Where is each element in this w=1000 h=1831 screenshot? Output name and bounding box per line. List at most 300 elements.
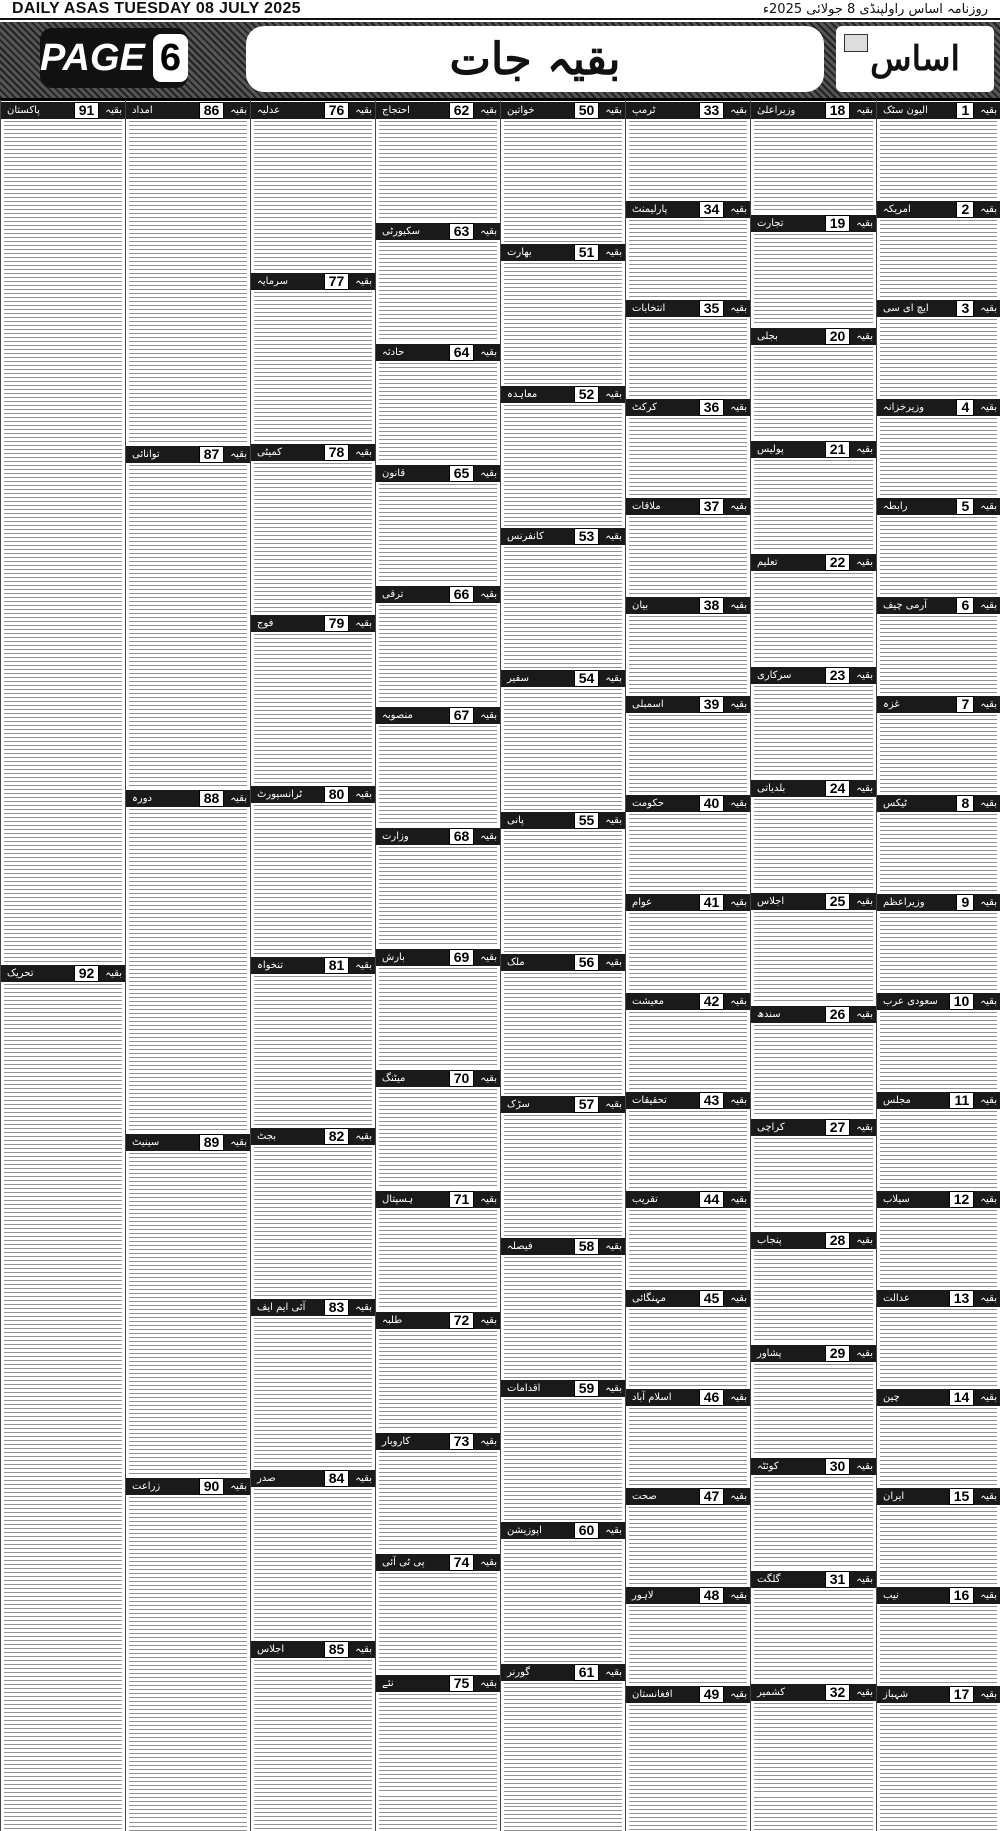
- continuation-label: بقیہ: [856, 1687, 873, 1698]
- continuation-title: ہسپتال: [382, 1194, 414, 1205]
- continuation-item: [501, 1096, 625, 1236]
- continuation-number: 39: [699, 696, 725, 713]
- continuation-title: بیان: [632, 600, 649, 611]
- continuation-header: [376, 1554, 500, 1571]
- continuation-header: [501, 812, 625, 829]
- continuation-label: بقیہ: [605, 957, 622, 968]
- continuation-body-text: [754, 1251, 873, 1343]
- continuation-label: بقیہ: [856, 1461, 873, 1472]
- continuation-title: وزیرخزانہ: [883, 402, 925, 413]
- continuation-item: [877, 102, 1000, 199]
- continuation-item: [376, 102, 500, 221]
- continuation-body-text: [880, 913, 997, 991]
- continuation-number: 11: [949, 1092, 974, 1109]
- continuation-label: بقیہ: [605, 1099, 622, 1110]
- continuation-title: پولیس: [757, 444, 784, 455]
- continuation-label: بقیہ: [856, 1009, 873, 1020]
- continuation-label: بقیہ: [480, 831, 497, 842]
- continuation-header: [877, 1092, 1000, 1109]
- continuation-header: [501, 1380, 625, 1397]
- continuation-title: وزیراعظم: [883, 897, 925, 908]
- continuation-item: [501, 528, 625, 668]
- continuation-number: 47: [699, 1488, 725, 1505]
- column-1: [876, 100, 1000, 1831]
- continuation-item: [751, 1345, 876, 1456]
- continuation-header: [751, 1232, 876, 1249]
- continuation-item: [376, 1554, 500, 1673]
- continuation-body-text: [629, 616, 747, 694]
- continuation-item: [877, 993, 1000, 1090]
- masthead: [0, 22, 1000, 101]
- continuation-item: [251, 1299, 375, 1468]
- continuation-title: مہنگائی: [632, 1293, 666, 1304]
- continuation-number: 46: [699, 1389, 725, 1406]
- continuation-item: [501, 670, 625, 810]
- continuation-label: بقیہ: [355, 618, 372, 629]
- continuation-number: 72: [449, 1312, 475, 1329]
- continuation-title: فوج: [257, 618, 274, 629]
- continuation-item: [501, 954, 625, 1094]
- dateline-english: DAILY ASAS TUESDAY 08 JULY 2025: [12, 0, 301, 17]
- continuation-body-text: [379, 1089, 497, 1189]
- continuation-number: 67: [449, 707, 475, 724]
- continuation-item: [751, 215, 876, 326]
- continuation-label: بقیہ: [480, 1557, 497, 1568]
- continuation-label: بقیہ: [730, 1689, 747, 1700]
- continuation-body-text: [754, 1477, 873, 1569]
- continuation-body-text: [254, 292, 372, 442]
- continuation-header: [251, 957, 375, 974]
- continuation-number: 7: [956, 696, 974, 713]
- continuation-title: کوئٹہ: [757, 1461, 779, 1472]
- continuation-item: [626, 1587, 750, 1684]
- continuation-header: [877, 993, 1000, 1010]
- continuation-body-text: [379, 1694, 497, 1794]
- column-2: [750, 100, 876, 1831]
- continuation-number: 89: [199, 1134, 225, 1151]
- continuation-header: [251, 1128, 375, 1145]
- continuation-header: [626, 795, 750, 812]
- continuation-label: بقیہ: [980, 1392, 997, 1403]
- continuation-body-text: [629, 1705, 747, 1783]
- continuation-title: ٹرمپ: [632, 105, 656, 116]
- continuation-title: افغانستان: [632, 1689, 673, 1700]
- continuation-number: 51: [574, 244, 600, 261]
- continuation-number: 78: [324, 444, 350, 461]
- continuation-body-text: [4, 984, 122, 1826]
- continuation-label: بقیہ: [856, 105, 873, 116]
- continuation-header: [376, 344, 500, 361]
- continuation-label: بقیہ: [480, 1678, 497, 1689]
- continuation-title: سندھ: [757, 1009, 781, 1020]
- continuation-label: بقیہ: [980, 897, 997, 908]
- continuation-number: 20: [825, 328, 851, 345]
- continuation-label: بقیہ: [105, 968, 122, 979]
- continuation-item: [376, 707, 500, 826]
- continuation-body-text: [129, 809, 247, 1132]
- continuation-number: 92: [74, 965, 100, 982]
- continuation-item: [376, 949, 500, 1068]
- continuation-number: 73: [449, 1433, 475, 1450]
- continuation-item: [626, 597, 750, 694]
- continuation-label: بقیہ: [730, 600, 747, 611]
- continuation-number: 15: [949, 1488, 975, 1505]
- continuation-item: [751, 102, 876, 213]
- continuation-label: بقیہ: [730, 303, 747, 314]
- continuation-item: [626, 696, 750, 793]
- continuation-number: 37: [699, 498, 725, 515]
- continuation-item: [751, 328, 876, 439]
- continuation-label: بقیہ: [480, 1194, 497, 1205]
- continuation-title: نئے: [382, 1678, 394, 1689]
- continuation-title: بھارت: [507, 247, 532, 258]
- continuation-body-text: [379, 847, 497, 947]
- continuation-body-text: [129, 1153, 247, 1476]
- continuation-header: [376, 465, 500, 482]
- continuation-label: بقیہ: [480, 105, 497, 116]
- continuation-label: بقیہ: [980, 501, 997, 512]
- continuation-label: بقیہ: [730, 1491, 747, 1502]
- continuation-body-text: [379, 1573, 497, 1673]
- continuation-label: بقیہ: [856, 1574, 873, 1585]
- continuation-label: بقیہ: [355, 1473, 372, 1484]
- continuation-number: 86: [199, 102, 225, 119]
- continuation-label: بقیہ: [856, 557, 873, 568]
- continuation-item: [126, 790, 250, 1132]
- continuation-item: [501, 812, 625, 952]
- continuation-label: بقیہ: [856, 331, 873, 342]
- continuation-label: بقیہ: [980, 1689, 997, 1700]
- continuation-number: 23: [825, 667, 851, 684]
- continuation-number: 5: [956, 498, 974, 515]
- continuation-item: [251, 615, 375, 784]
- continuation-body-text: [629, 913, 747, 991]
- continuation-number: 13: [949, 1290, 975, 1307]
- continuation-header: [751, 554, 876, 571]
- continuation-number: 17: [949, 1686, 975, 1703]
- continuation-title: کانفرنس: [507, 531, 544, 542]
- continuation-number: 32: [825, 1684, 851, 1701]
- continuation-title: لاہور: [632, 1590, 654, 1601]
- continuation-item: [751, 1684, 876, 1795]
- continuation-label: بقیہ: [480, 1436, 497, 1447]
- continuation-title: توانائی: [132, 449, 160, 460]
- continuation-item: [626, 795, 750, 892]
- continuation-item: [501, 1380, 625, 1520]
- continuation-title: الیون سٹک: [883, 105, 928, 116]
- column-text: [254, 1812, 372, 1831]
- continuation-number: 57: [574, 1096, 600, 1113]
- continuation-header: [751, 1571, 876, 1588]
- continuation-header: [501, 670, 625, 687]
- continuation-number: 85: [324, 1641, 350, 1658]
- continuation-body-text: [504, 1257, 622, 1378]
- continuation-number: 8: [956, 795, 974, 812]
- continuation-body-text: [629, 319, 747, 397]
- continuation-header: [501, 528, 625, 545]
- continuation-number: 4: [956, 399, 974, 416]
- continuation-header: [501, 102, 625, 119]
- continuation-label: بقیہ: [730, 105, 747, 116]
- continuation-label: بقیہ: [856, 444, 873, 455]
- continuation-label: بقیہ: [605, 389, 622, 400]
- continuation-title: احتجاج: [382, 105, 410, 116]
- continuation-body-text: [379, 363, 497, 463]
- continuation-body-text: [129, 121, 247, 444]
- continuation-body-text: [880, 616, 997, 694]
- column-4: [500, 100, 625, 1831]
- continuation-item: [877, 1488, 1000, 1585]
- continuation-title: مجلس: [883, 1095, 911, 1106]
- continuation-header: [376, 586, 500, 603]
- continuation-body-text: [754, 912, 873, 1004]
- continuation-title: بلدیاتی: [757, 783, 786, 794]
- continuation-label: بقیہ: [355, 276, 372, 287]
- continuation-item: [126, 102, 250, 444]
- continuation-label: بقیہ: [480, 710, 497, 721]
- flag-icon: [844, 34, 868, 52]
- continuation-body-text: [629, 1111, 747, 1189]
- continuation-title: کشمیر: [757, 1687, 785, 1698]
- continuation-header: [751, 102, 876, 119]
- continuation-body-text: [504, 1683, 622, 1804]
- continuation-item: [126, 1478, 250, 1820]
- continuation-title: تقریب: [632, 1194, 658, 1205]
- continuation-label: بقیہ: [730, 402, 747, 413]
- continuation-body-text: [504, 831, 622, 952]
- continuation-label: بقیہ: [355, 447, 372, 458]
- continuation-title: گورنر: [507, 1667, 531, 1678]
- continuation-label: بقیہ: [605, 1667, 622, 1678]
- continuation-header: [626, 1290, 750, 1307]
- continuation-header: [626, 1686, 750, 1703]
- continuation-label: بقیہ: [856, 670, 873, 681]
- continuation-item: [877, 1389, 1000, 1486]
- continuation-title: ترقی: [382, 589, 404, 600]
- continuation-number: 27: [825, 1119, 851, 1136]
- continuation-item: [251, 1128, 375, 1297]
- continuation-header: [251, 1299, 375, 1316]
- continuation-label: بقیہ: [730, 204, 747, 215]
- continuation-title: زراعت: [132, 1481, 161, 1492]
- continuation-number: 30: [825, 1458, 851, 1475]
- continuation-title: ٹیکس: [883, 798, 908, 809]
- continuation-header: [501, 1664, 625, 1681]
- continuation-header: [376, 1070, 500, 1087]
- continuation-item: [751, 780, 876, 891]
- continuation-number: 42: [699, 993, 725, 1010]
- continuation-header: [751, 1006, 876, 1023]
- continuation-number: 31: [825, 1571, 851, 1588]
- continuation-body-text: [629, 220, 747, 298]
- continuation-header: [251, 1470, 375, 1487]
- continuation-body-text: [504, 263, 622, 384]
- continuation-header: [751, 441, 876, 458]
- continuation-number: 44: [699, 1191, 725, 1208]
- continuation-body-text: [629, 1012, 747, 1090]
- continuation-title: سینیٹ: [132, 1137, 160, 1148]
- continuation-number: 1: [956, 102, 974, 119]
- continuation-number: 50: [574, 102, 600, 119]
- continuation-label: بقیہ: [730, 699, 747, 710]
- continuation-title: اسمبلی: [632, 699, 664, 710]
- continuation-title: ٹرانسپورٹ: [257, 789, 303, 800]
- continuation-label: بقیہ: [605, 531, 622, 542]
- continuation-body-text: [629, 1309, 747, 1387]
- page-label: PAGE: [40, 36, 145, 79]
- continuation-body-text: [379, 726, 497, 826]
- continuation-label: بقیہ: [980, 303, 997, 314]
- page-number-badge: [40, 28, 188, 88]
- continuation-header: [626, 1191, 750, 1208]
- continuation-item: [376, 1070, 500, 1189]
- continuation-header: [877, 1488, 1000, 1505]
- continuation-title: ایران: [883, 1491, 905, 1502]
- continuation-number: 16: [949, 1587, 975, 1604]
- continuation-label: بقیہ: [230, 1137, 247, 1148]
- continuation-header: [751, 667, 876, 684]
- continuation-number: 52: [574, 386, 600, 403]
- continuation-item: [877, 399, 1000, 496]
- continuations-columns: [0, 100, 1000, 1831]
- continuation-item: [626, 201, 750, 298]
- continuation-body-text: [754, 799, 873, 891]
- continuation-header: [751, 780, 876, 797]
- continuation-title: شہباز: [883, 1689, 909, 1700]
- continuation-number: 82: [324, 1128, 350, 1145]
- continuation-number: 59: [574, 1380, 600, 1397]
- continuation-title: سفیر: [507, 673, 529, 684]
- continuation-item: [751, 554, 876, 665]
- continuation-label: بقیہ: [856, 896, 873, 907]
- continuation-body-text: [754, 347, 873, 439]
- continuation-title: سکیورٹی: [382, 226, 421, 237]
- continuation-body-text: [254, 805, 372, 955]
- continuation-label: بقیہ: [980, 798, 997, 809]
- continuation-label: بقیہ: [730, 798, 747, 809]
- continuation-title: کاروبار: [382, 1436, 411, 1447]
- continuation-body-text: [629, 418, 747, 496]
- continuation-title: وزارت: [382, 831, 409, 842]
- continuation-body-text: [379, 1452, 497, 1552]
- continuation-label: بقیہ: [230, 449, 247, 460]
- continuation-number: 63: [449, 223, 475, 240]
- continuation-item: [626, 399, 750, 496]
- continuation-body-text: [629, 814, 747, 892]
- continuation-body-text: [629, 1210, 747, 1288]
- continuation-header: [126, 1134, 250, 1151]
- continuation-label: بقیہ: [355, 960, 372, 971]
- continuation-body-text: [129, 465, 247, 788]
- continuation-item: [376, 1675, 500, 1794]
- continuation-item: [877, 300, 1000, 397]
- continuation-item: [376, 465, 500, 584]
- continuation-body-text: [880, 1705, 997, 1783]
- continuation-item: [501, 1238, 625, 1378]
- continuation-label: بقیہ: [480, 1073, 497, 1084]
- continuation-title: ملک: [507, 957, 525, 968]
- continuation-number: 69: [449, 949, 475, 966]
- continuation-body-text: [254, 634, 372, 784]
- continuation-label: بقیہ: [480, 347, 497, 358]
- continuation-number: 25: [825, 893, 851, 910]
- continuation-number: 33: [699, 102, 725, 119]
- continuation-header: [251, 615, 375, 632]
- continuation-header: [877, 1389, 1000, 1406]
- continuation-body-text: [629, 1408, 747, 1486]
- continuation-header: [626, 1587, 750, 1604]
- continuation-header: [877, 1191, 1000, 1208]
- continuation-item: [251, 102, 375, 271]
- continuation-title: فیصلہ: [507, 1241, 533, 1252]
- continuation-body-text: [754, 1364, 873, 1456]
- continuation-header: [751, 1684, 876, 1701]
- continuation-item: [751, 667, 876, 778]
- continuation-number: 60: [574, 1522, 600, 1539]
- continuation-item: [877, 795, 1000, 892]
- continuation-header: [877, 102, 1000, 119]
- continuation-label: بقیہ: [980, 204, 997, 215]
- continuation-body-text: [504, 689, 622, 810]
- continuation-label: بقیہ: [980, 996, 997, 1007]
- continuation-header: [626, 993, 750, 1010]
- continuation-title: کمیٹی: [257, 447, 282, 458]
- continuation-title: سیلاب: [883, 1194, 910, 1205]
- continuation-body-text: [254, 976, 372, 1126]
- continuation-title: کراچی: [757, 1122, 785, 1133]
- continuation-title: اجلاس: [257, 1644, 285, 1655]
- continuation-title: سعودی عرب: [883, 996, 938, 1007]
- continuation-item: [626, 498, 750, 595]
- continuation-header: [751, 1119, 876, 1136]
- continuation-body-text: [504, 1541, 622, 1662]
- continuation-label: بقیہ: [355, 1644, 372, 1655]
- continuation-header: [1, 102, 125, 119]
- continuation-body-text: [880, 1111, 997, 1189]
- continuation-body-text: [880, 1210, 997, 1288]
- continuation-title: پانی: [507, 815, 524, 826]
- logo-text: اساس: [870, 39, 960, 79]
- continuation-number: 48: [699, 1587, 725, 1604]
- continuation-title: کرکٹ: [632, 402, 657, 413]
- continuation-number: 62: [449, 102, 475, 119]
- continuation-item: [877, 1290, 1000, 1387]
- continuation-number: 88: [199, 790, 225, 807]
- continuation-label: بقیہ: [980, 105, 997, 116]
- continuation-body-text: [880, 319, 997, 397]
- continuation-item: [376, 828, 500, 947]
- column-text: [754, 1797, 873, 1831]
- continuation-body-text: [754, 121, 873, 213]
- continuation-item: [751, 1232, 876, 1343]
- continuation-label: بقیہ: [230, 793, 247, 804]
- continuation-header: [626, 1092, 750, 1109]
- continuation-body-text: [880, 1309, 997, 1387]
- continuation-header: [1, 965, 125, 982]
- continuation-label: بقیہ: [605, 1383, 622, 1394]
- continuation-title: سڑک: [507, 1099, 530, 1110]
- continuation-number: 83: [324, 1299, 350, 1316]
- continuation-number: 9: [956, 894, 974, 911]
- continuation-header: [877, 894, 1000, 911]
- continuation-header: [376, 223, 500, 240]
- continuation-label: بقیہ: [730, 501, 747, 512]
- column-6: [250, 100, 375, 1831]
- column-text: [504, 1806, 622, 1831]
- continuation-item: [626, 993, 750, 1090]
- continuation-label: بقیہ: [605, 1241, 622, 1252]
- continuation-title: میٹنگ: [382, 1073, 406, 1084]
